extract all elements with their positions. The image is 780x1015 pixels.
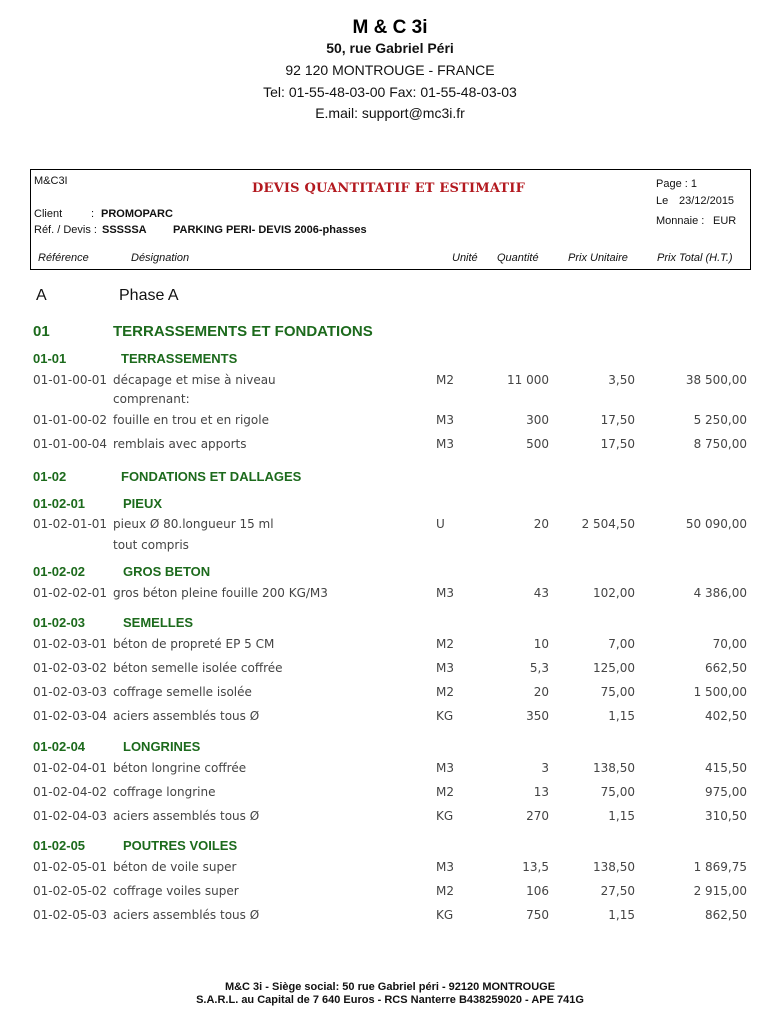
- line-reference: 01-02-03-04: [33, 709, 108, 723]
- line-total: 1 500,00: [693, 685, 747, 699]
- section-code: 01-02-02: [33, 564, 86, 579]
- section-name: PIEUX: [123, 496, 163, 511]
- line-quantity: 43: [533, 586, 549, 600]
- line-quantity: 5,3: [529, 661, 549, 675]
- line-unit-price: 1,15: [608, 809, 635, 823]
- line-unit: M2: [436, 785, 454, 799]
- line-designation: décapage et mise à niveau: [113, 373, 276, 387]
- column-unit: Unité: [452, 252, 478, 264]
- line-quantity: 106: [526, 884, 549, 898]
- page-number: Page : 1: [656, 178, 697, 190]
- column-reference: Référence: [38, 252, 89, 264]
- client-value: PROMOPARC: [101, 208, 173, 220]
- line-total: 662,50: [705, 661, 747, 675]
- company-city: 92 120 MONTROUGE - FRANCE: [285, 62, 495, 78]
- line-unit-price: 75,00: [600, 785, 635, 799]
- line-unit-price: 17,50: [600, 437, 635, 451]
- line-reference: 01-02-05-03: [33, 908, 108, 922]
- chapter-code: 01: [33, 323, 50, 340]
- line-unit: M3: [436, 437, 454, 451]
- company-phone-fax: Tel: 01-55-48-03-00 Fax: 01-55-48-03-03: [263, 84, 517, 100]
- client-separator: :: [91, 208, 95, 220]
- line-reference: 01-02-05-02: [33, 884, 108, 898]
- column-quantity: Quantité: [497, 252, 539, 264]
- line-reference: 01-02-05-01: [33, 860, 108, 874]
- line-reference: 01-02-02-01: [33, 586, 108, 600]
- section-code: 01-02-01: [33, 496, 86, 511]
- line-unit: M3: [436, 413, 454, 427]
- ref-label: Réf. / Devis :: [34, 224, 97, 236]
- document-title: DEVIS QUANTITATIF ET ESTIMATIF: [252, 181, 526, 196]
- line-unit-price: 7,00: [608, 637, 635, 651]
- section-name: LONGRINES: [123, 739, 201, 754]
- line-designation: coffrage longrine: [113, 785, 216, 799]
- section-name: GROS BETON: [123, 564, 211, 579]
- company-email: E.mail: support@mc3i.fr: [315, 105, 465, 121]
- line-unit: U: [436, 517, 445, 531]
- line-designation: aciers assemblés tous Ø: [113, 809, 260, 823]
- footer-line-2: S.A.R.L. au Capital de 7 640 Euros - RCS Nanterre B438259020 - APE 741G: [196, 994, 584, 1006]
- line-unit-price: 1,15: [608, 709, 635, 723]
- line-designation: aciers assemblés tous Ø: [113, 709, 260, 723]
- company-name: M & C 3i: [352, 17, 428, 38]
- line-unit: M2: [436, 637, 454, 651]
- line-quantity: 13,5: [522, 860, 549, 874]
- line-unit: KG: [436, 809, 454, 823]
- line-total: 1 869,75: [693, 860, 747, 874]
- line-unit-price: 17,50: [600, 413, 635, 427]
- line-unit: M3: [436, 586, 454, 600]
- line-quantity: 500: [526, 437, 549, 451]
- section-code: 01-02: [33, 469, 67, 484]
- line-unit-price: 3,50: [608, 373, 635, 387]
- line-reference: 01-01-00-04: [33, 437, 108, 451]
- footer-line-1: M&C 3i - Siège social: 50 rue Gabriel péri - 92120 MONTROUGE: [224, 981, 556, 993]
- line-reference: 01-02-04-03: [33, 809, 108, 823]
- phase-code: A: [36, 287, 47, 304]
- line-unit: M3: [436, 761, 454, 775]
- line-reference: 01-01-00-01: [33, 373, 108, 387]
- line-quantity: 10: [533, 637, 549, 651]
- section-code: 01-02-04: [33, 739, 86, 754]
- column-total: Prix Total (H.T.): [657, 252, 733, 264]
- line-designation: gros béton pleine fouille 200 KG/M3: [113, 586, 328, 600]
- line-quantity: 20: [533, 517, 549, 531]
- line-total: 975,00: [705, 785, 747, 799]
- line-quantity: 750: [526, 908, 549, 922]
- line-unit: M3: [436, 860, 454, 874]
- line-unit-price: 138,50: [593, 761, 635, 775]
- line-quantity: 13: [533, 785, 549, 799]
- line-unit: M2: [436, 884, 454, 898]
- currency-value: EUR: [713, 215, 737, 227]
- line-description-continued: tout compris: [113, 538, 189, 552]
- line-unit: KG: [436, 709, 454, 723]
- line-reference: 01-02-01-01: [33, 517, 108, 531]
- client-label: Client: [34, 208, 63, 220]
- ref-description: PARKING PERI- DEVIS 2006-phasses: [173, 224, 367, 236]
- line-total: 310,50: [705, 809, 747, 823]
- line-quantity: 270: [526, 809, 549, 823]
- section-code: 01-01: [33, 351, 67, 366]
- date-value: 23/12/2015: [679, 195, 735, 207]
- line-total: 50 090,00: [685, 517, 747, 531]
- line-quantity: 350: [526, 709, 549, 723]
- line-total: 8 750,00: [693, 437, 747, 451]
- line-total: 70,00: [712, 637, 747, 651]
- line-reference: 01-02-04-01: [33, 761, 108, 775]
- line-reference: 01-02-04-02: [33, 785, 108, 799]
- line-designation: coffrage semelle isolée: [113, 685, 252, 699]
- date-label: Le: [656, 195, 669, 207]
- line-unit-price: 1,15: [608, 908, 635, 922]
- line-unit-price: 2 504,50: [581, 517, 635, 531]
- line-total: 402,50: [705, 709, 747, 723]
- company-street: 50, rue Gabriel Péri: [326, 40, 454, 56]
- section-name: TERRASSEMENTS: [121, 351, 238, 366]
- line-designation: béton longrine coffrée: [113, 761, 247, 775]
- line-quantity: 300: [526, 413, 549, 427]
- line-unit: M3: [436, 661, 454, 675]
- section-code: 01-02-05: [33, 838, 86, 853]
- line-quantity: 3: [541, 761, 549, 775]
- line-total: 4 386,00: [693, 586, 747, 600]
- line-description-continued: comprenant:: [113, 392, 190, 406]
- column-designation: Désignation: [131, 252, 190, 264]
- line-reference: 01-02-03-03: [33, 685, 108, 699]
- line-unit-price: 27,50: [600, 884, 635, 898]
- line-unit: M2: [436, 373, 454, 387]
- line-unit: M2: [436, 685, 454, 699]
- line-unit-price: 102,00: [593, 586, 635, 600]
- ref-code: SSSSSA: [102, 224, 147, 236]
- currency-label: Monnaie :: [656, 215, 705, 227]
- line-designation: coffrage voiles super: [113, 884, 239, 898]
- line-quantity: 11 000: [507, 373, 549, 387]
- line-designation: fouille en trou et en rigole: [113, 413, 269, 427]
- line-total: 415,50: [705, 761, 747, 775]
- line-designation: béton semelle isolée coffrée: [113, 661, 283, 675]
- line-designation: béton de voile super: [113, 860, 237, 874]
- column-unit-price: Prix Unitaire: [568, 252, 628, 264]
- line-unit-price: 75,00: [600, 685, 635, 699]
- line-designation: remblais avec apports: [113, 437, 247, 451]
- line-total: 2 915,00: [693, 884, 747, 898]
- line-quantity: 20: [533, 685, 549, 699]
- line-total: 38 500,00: [685, 373, 747, 387]
- line-reference: 01-02-03-02: [33, 661, 108, 675]
- line-total: 862,50: [705, 908, 747, 922]
- line-unit-price: 125,00: [593, 661, 635, 675]
- line-designation: béton de propreté EP 5 CM: [113, 637, 275, 651]
- line-total: 5 250,00: [693, 413, 747, 427]
- line-designation: pieux Ø 80.longueur 15 ml: [113, 517, 274, 531]
- section-code: 01-02-03: [33, 615, 86, 630]
- phase-name: Phase A: [119, 287, 179, 304]
- line-reference: 01-01-00-02: [33, 413, 108, 427]
- section-name: FONDATIONS ET DALLAGES: [121, 469, 302, 484]
- section-name: POUTRES VOILES: [123, 838, 238, 853]
- section-name: SEMELLES: [123, 615, 194, 630]
- line-reference: 01-02-03-01: [33, 637, 108, 651]
- line-unit: KG: [436, 908, 454, 922]
- line-unit-price: 138,50: [593, 860, 635, 874]
- chapter-name: TERRASSEMENTS ET FONDATIONS: [113, 323, 373, 340]
- header-org: M&C3I: [34, 175, 68, 187]
- line-designation: aciers assemblés tous Ø: [113, 908, 260, 922]
